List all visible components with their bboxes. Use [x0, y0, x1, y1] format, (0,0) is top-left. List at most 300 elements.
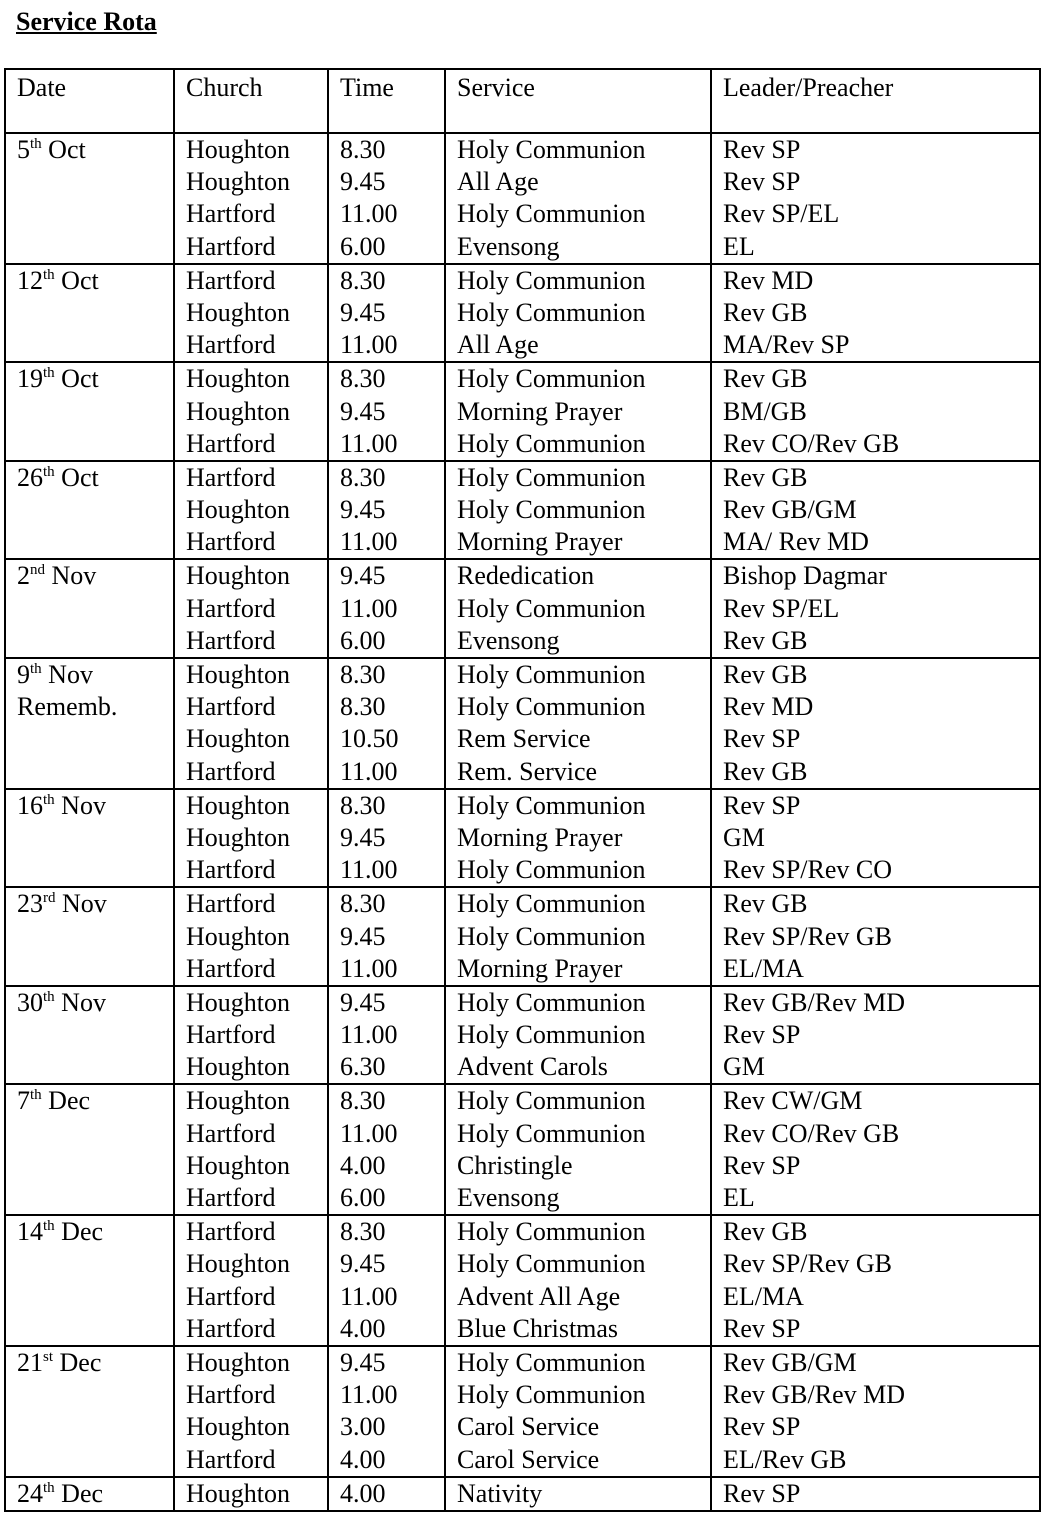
service-cell — [445, 264, 711, 363]
church-entry: Houghton — [186, 1249, 290, 1279]
time-cell — [328, 789, 445, 888]
time-entry: 8.30 — [340, 265, 386, 295]
date-ordinal-suffix: th — [43, 1479, 55, 1496]
time-entry: 8.30 — [340, 462, 386, 492]
church-cell — [174, 789, 328, 888]
date-month: Dec — [61, 1217, 104, 1247]
date-note: Rememb. — [17, 692, 118, 722]
time-cell — [328, 461, 445, 560]
church-entry: Houghton — [186, 1347, 290, 1377]
service-entry: Holy Communion — [457, 462, 646, 492]
church-cell — [174, 1346, 328, 1477]
church-cell — [174, 1215, 328, 1346]
church-entry: Houghton — [186, 1052, 290, 1082]
time-entry: 11.00 — [340, 593, 398, 623]
date-day: 19 — [17, 364, 43, 394]
service-entry: Holy Communion — [457, 889, 646, 919]
service-entry: Holy Communion — [457, 1086, 646, 1116]
leader-cell — [711, 658, 1040, 789]
date-ordinal-suffix: th — [43, 266, 55, 283]
time-entry: 11.00 — [340, 953, 398, 983]
service-cell — [445, 1346, 711, 1477]
time-cell — [328, 1477, 445, 1511]
church-cell — [174, 1477, 328, 1511]
time-entry: 6.00 — [340, 625, 386, 655]
leader-entry: MA/Rev SP — [723, 330, 850, 360]
service-entry: Blue Christmas — [457, 1313, 619, 1343]
church-entry: Hartford — [186, 1313, 276, 1343]
church-entry: Houghton — [186, 396, 290, 426]
leader-entry: GM — [723, 822, 765, 852]
church-cell — [174, 362, 328, 461]
date-cell — [5, 264, 174, 363]
column-header-service: Service — [445, 69, 711, 133]
time-cell — [328, 887, 445, 986]
church-entry: Hartford — [186, 1020, 276, 1050]
date-day: 5 — [17, 135, 30, 164]
time-entry: 8.30 — [340, 135, 386, 164]
church-entry: Hartford — [186, 953, 276, 983]
date-ordinal-suffix: th — [43, 1218, 55, 1235]
date-ordinal-suffix: th — [43, 365, 55, 382]
church-entry: Hartford — [186, 1118, 276, 1148]
church-entry: Hartford — [186, 428, 276, 458]
church-entry: Houghton — [186, 660, 290, 689]
leader-entry: MA/ Rev MD — [723, 527, 869, 557]
date-ordinal-suffix: th — [43, 791, 55, 808]
leader-entry: Rev SP/EL — [723, 593, 840, 623]
time-entry: 4.00 — [340, 1478, 386, 1508]
leader-cell — [711, 133, 1040, 264]
time-entry: 8.30 — [340, 692, 386, 722]
header-row — [5, 69, 1040, 133]
leader-entry: EL — [723, 231, 755, 261]
leader-entry: Rev CW/GM — [723, 1086, 863, 1116]
service-cell — [445, 789, 711, 888]
date-group-row — [5, 264, 1040, 363]
church-entry: Hartford — [186, 1217, 276, 1247]
date-label — [17, 1216, 173, 1248]
date-cell — [5, 133, 174, 264]
church-entry: Hartford — [186, 692, 276, 722]
date-label — [17, 790, 173, 822]
church-entry: Houghton — [186, 297, 290, 327]
date-day: 30 — [17, 987, 43, 1017]
date-month: Oct — [61, 265, 99, 295]
leader-entry: Rev SP — [723, 1478, 801, 1508]
time-cell — [328, 658, 445, 789]
leader-entry: Rev CO/Rev GB — [723, 428, 900, 458]
date-ordinal-suffix: th — [43, 463, 55, 480]
leader-cell — [711, 1215, 1040, 1346]
date-ordinal-suffix: th — [30, 661, 42, 677]
service-entry: Rededication — [457, 561, 595, 591]
service-cell — [445, 559, 711, 658]
church-cell — [174, 461, 328, 560]
church-entry: Hartford — [186, 199, 276, 229]
church-entry: Hartford — [186, 1444, 276, 1474]
leader-entry: Rev SP/Rev GB — [723, 921, 893, 951]
leader-entry: Rev GB — [723, 364, 808, 394]
leader-entry: Rev GB/Rev MD — [723, 987, 905, 1017]
service-entry: Morning Prayer — [457, 527, 623, 557]
rota-body — [5, 133, 1040, 1511]
leader-entry: Rev SP/Rev GB — [723, 1249, 893, 1279]
church-entry: Houghton — [186, 561, 290, 591]
time-cell — [328, 1346, 445, 1477]
church-entry: Hartford — [186, 527, 276, 557]
service-entry: Christingle — [457, 1150, 573, 1180]
church-entry: Houghton — [186, 921, 290, 951]
leader-entry: Rev SP — [723, 1020, 801, 1050]
time-entry: 4.00 — [340, 1313, 386, 1343]
time-entry: 4.00 — [340, 1150, 386, 1180]
time-entry: 9.45 — [340, 396, 386, 426]
leader-entry: Rev MD — [723, 692, 814, 722]
service-entry: Holy Communion — [457, 297, 646, 327]
leader-entry: Rev SP — [723, 135, 801, 164]
date-label — [17, 560, 173, 592]
church-entry: Hartford — [186, 889, 276, 919]
church-entry: Houghton — [186, 1478, 290, 1508]
date-cell — [5, 1346, 174, 1477]
time-entry: 6.30 — [340, 1052, 386, 1082]
service-cell — [445, 1215, 711, 1346]
service-entry: Holy Communion — [457, 1118, 646, 1148]
date-month: Nov — [51, 561, 97, 591]
date-label — [17, 265, 173, 297]
church-entry: Hartford — [186, 593, 276, 623]
time-entry: 8.30 — [340, 889, 386, 919]
time-entry: 8.30 — [340, 660, 386, 689]
date-month: Nov — [61, 790, 106, 820]
church-entry: Hartford — [186, 1183, 276, 1212]
service-entry: Holy Communion — [457, 987, 646, 1017]
date-group-row — [5, 1215, 1040, 1346]
date-label — [17, 134, 173, 166]
date-ordinal-suffix: th — [43, 988, 55, 1005]
service-entry: Holy Communion — [457, 1217, 646, 1247]
time-entry: 9.45 — [340, 167, 386, 197]
church-entry: Hartford — [186, 330, 276, 360]
date-month: Oct — [61, 364, 99, 394]
time-entry: 9.45 — [340, 987, 386, 1017]
church-entry: Houghton — [186, 790, 290, 820]
time-entry: 9.45 — [340, 921, 386, 951]
leader-cell — [711, 887, 1040, 986]
church-entry: Hartford — [186, 1380, 276, 1410]
date-group-row — [5, 789, 1040, 888]
date-month: Dec — [61, 1478, 104, 1508]
time-entry: 9.45 — [340, 561, 386, 591]
date-day: 16 — [17, 790, 43, 820]
time-entry: 9.45 — [340, 1347, 386, 1377]
service-entry: All Age — [457, 330, 539, 360]
church-entry: Houghton — [186, 822, 290, 852]
time-cell — [328, 1215, 445, 1346]
church-entry: Houghton — [186, 1086, 290, 1116]
service-cell — [445, 986, 711, 1085]
date-group-row — [5, 658, 1040, 789]
date-day: 9 — [17, 660, 30, 689]
church-entry: Hartford — [186, 462, 276, 492]
date-month: Nov — [48, 660, 93, 689]
church-cell — [174, 1084, 328, 1215]
church-entry: Hartford — [186, 625, 276, 655]
service-entry: Evensong — [457, 231, 560, 261]
service-entry: Evensong — [457, 1183, 560, 1212]
service-entry: Holy Communion — [457, 1020, 646, 1050]
service-entry: Rem Service — [457, 724, 591, 754]
date-label — [17, 363, 173, 395]
date-label — [17, 1478, 173, 1510]
leader-entry: Rev SP/EL — [723, 199, 840, 229]
date-cell — [5, 658, 174, 789]
date-day: 14 — [17, 1217, 43, 1247]
church-cell — [174, 658, 328, 789]
date-cell — [5, 789, 174, 888]
leader-cell — [711, 461, 1040, 560]
date-group-row — [5, 986, 1040, 1085]
church-entry: Houghton — [186, 495, 290, 525]
time-entry: 10.50 — [340, 724, 399, 754]
leader-entry: Rev SP — [723, 1150, 801, 1180]
time-entry: 11.00 — [340, 1118, 398, 1148]
service-entry: Carol Service — [457, 1444, 600, 1474]
date-group-row — [5, 1084, 1040, 1215]
date-cell — [5, 887, 174, 986]
time-entry: 11.00 — [340, 527, 398, 557]
church-entry: Houghton — [186, 167, 290, 197]
date-group-row — [5, 1477, 1040, 1511]
date-month: Dec — [59, 1347, 102, 1377]
leader-entry: Rev SP — [723, 167, 801, 197]
service-entry: Holy Communion — [457, 1249, 646, 1279]
leader-entry: Rev CO/Rev GB — [723, 1118, 900, 1148]
date-cell — [5, 1084, 174, 1215]
leader-cell — [711, 1346, 1040, 1477]
service-cell — [445, 362, 711, 461]
time-entry: 11.00 — [340, 855, 398, 885]
date-cell — [5, 1215, 174, 1346]
date-day: 26 — [17, 462, 43, 492]
leader-entry: Rev GB — [723, 1217, 808, 1247]
service-entry: Carol Service — [457, 1412, 600, 1442]
leader-entry: Rev GB — [723, 756, 808, 786]
time-entry: 3.00 — [340, 1412, 386, 1442]
time-entry: 8.30 — [340, 364, 386, 394]
date-group-row — [5, 887, 1040, 986]
church-entry: Houghton — [186, 364, 290, 394]
church-entry: Hartford — [186, 231, 276, 261]
church-entry: Houghton — [186, 1412, 290, 1442]
date-month: Oct — [61, 462, 99, 492]
date-group-row — [5, 559, 1040, 658]
time-cell — [328, 133, 445, 264]
service-cell — [445, 1477, 711, 1511]
church-cell — [174, 133, 328, 264]
date-group-row — [5, 461, 1040, 560]
time-cell — [328, 362, 445, 461]
time-entry: 11.00 — [340, 1020, 398, 1050]
leader-entry: EL/MA — [723, 953, 804, 983]
leader-entry: Rev SP/Rev CO — [723, 855, 893, 885]
date-group-row — [5, 133, 1040, 264]
time-entry: 9.45 — [340, 297, 386, 327]
service-cell — [445, 658, 711, 789]
service-cell — [445, 133, 711, 264]
column-header-time: Time — [328, 69, 445, 133]
leader-entry: BM/GB — [723, 396, 807, 426]
service-entry: Holy Communion — [457, 1380, 646, 1410]
service-entry: Holy Communion — [457, 135, 646, 164]
leader-entry: Rev MD — [723, 265, 814, 295]
time-entry: 4.00 — [340, 1444, 386, 1474]
date-month: Nov — [61, 987, 106, 1017]
time-entry: 11.00 — [340, 428, 398, 458]
date-month: Nov — [62, 889, 107, 919]
time-entry: 11.00 — [340, 330, 398, 360]
service-entry: Holy Communion — [457, 855, 646, 885]
date-cell — [5, 986, 174, 1085]
date-day: 23 — [17, 889, 43, 919]
date-ordinal-suffix: th — [30, 136, 42, 152]
column-header-church: Church — [174, 69, 328, 133]
church-entry: Houghton — [186, 135, 290, 164]
church-cell — [174, 887, 328, 986]
time-cell — [328, 264, 445, 363]
time-cell — [328, 986, 445, 1085]
church-entry: Houghton — [186, 1150, 290, 1180]
service-cell — [445, 461, 711, 560]
date-label — [17, 987, 173, 1019]
church-entry: Hartford — [186, 855, 276, 885]
church-entry: Hartford — [186, 756, 276, 786]
service-entry: Holy Communion — [457, 921, 646, 951]
service-entry: Evensong — [457, 625, 560, 655]
leader-entry: EL/Rev GB — [723, 1444, 847, 1474]
date-day: 24 — [17, 1478, 43, 1508]
service-entry: Morning Prayer — [457, 953, 623, 983]
date-ordinal-suffix: rd — [43, 890, 56, 907]
leader-entry: Rev GB/GM — [723, 495, 857, 525]
column-header-date: Date — [5, 69, 174, 133]
service-entry: All Age — [457, 167, 539, 197]
time-entry: 8.30 — [340, 1086, 386, 1116]
service-entry: Holy Communion — [457, 593, 646, 623]
service-entry: Nativity — [457, 1478, 543, 1508]
time-entry: 9.45 — [340, 1249, 386, 1279]
service-entry: Holy Communion — [457, 660, 646, 689]
leader-entry: Rev GB — [723, 889, 808, 919]
leader-cell — [711, 1477, 1040, 1511]
service-entry: Holy Communion — [457, 1347, 646, 1377]
church-cell — [174, 986, 328, 1085]
service-rota-table — [4, 68, 1041, 1512]
leader-entry: Rev SP — [723, 790, 801, 820]
service-entry: Advent All Age — [457, 1281, 621, 1311]
leader-cell — [711, 789, 1040, 888]
leader-entry: GM — [723, 1052, 765, 1082]
church-entry: Houghton — [186, 987, 290, 1017]
service-entry: Morning Prayer — [457, 822, 623, 852]
date-cell — [5, 559, 174, 658]
service-entry: Holy Communion — [457, 265, 646, 295]
column-header-leader: Leader/Preacher — [711, 69, 1040, 133]
leader-cell — [711, 986, 1040, 1085]
date-cell — [5, 461, 174, 560]
date-label — [17, 462, 173, 494]
date-ordinal-suffix: th — [30, 1087, 42, 1104]
leader-entry: Rev GB — [723, 660, 808, 689]
leader-entry: Rev SP — [723, 1313, 801, 1343]
date-label — [17, 888, 173, 920]
time-entry: 8.30 — [340, 1217, 386, 1247]
time-cell — [328, 1084, 445, 1215]
date-cell — [5, 362, 174, 461]
leader-entry: Rev GB — [723, 462, 808, 492]
date-label — [17, 1347, 173, 1379]
leader-entry: Rev GB/GM — [723, 1347, 857, 1377]
service-entry: Morning Prayer — [457, 396, 623, 426]
date-month: Oct — [48, 135, 86, 164]
leader-entry: Rev GB — [723, 625, 808, 655]
leader-cell — [711, 264, 1040, 363]
date-ordinal-suffix: st — [43, 1348, 54, 1365]
church-entry: Houghton — [186, 724, 290, 754]
time-entry: 11.00 — [340, 199, 398, 229]
leader-cell — [711, 559, 1040, 658]
leader-entry: Rev SP — [723, 724, 801, 754]
date-day: 2 — [17, 561, 30, 591]
date-cell — [5, 1477, 174, 1511]
time-entry: 11.00 — [340, 756, 398, 786]
leader-entry: Rev SP — [723, 1412, 801, 1442]
service-entry: Holy Communion — [457, 692, 646, 722]
date-group-row — [5, 1346, 1040, 1477]
service-entry: Rem. Service — [457, 756, 598, 786]
church-entry: Hartford — [186, 1281, 276, 1311]
leader-entry: EL — [723, 1183, 755, 1212]
time-cell — [328, 559, 445, 658]
leader-cell — [711, 1084, 1040, 1215]
service-cell — [445, 1084, 711, 1215]
service-entry: Holy Communion — [457, 495, 646, 525]
time-entry: 6.00 — [340, 231, 386, 261]
church-cell — [174, 559, 328, 658]
time-entry: 6.00 — [340, 1183, 386, 1212]
date-day: 21 — [17, 1347, 43, 1377]
service-entry: Advent Carols — [457, 1052, 608, 1082]
time-entry: 11.00 — [340, 1281, 398, 1311]
service-cell — [445, 887, 711, 986]
service-entry: Holy Communion — [457, 790, 646, 820]
date-label — [17, 659, 173, 691]
date-group-row — [5, 362, 1040, 461]
date-day: 7 — [17, 1086, 30, 1116]
date-month: Dec — [48, 1086, 91, 1116]
time-entry: 11.00 — [340, 1380, 398, 1410]
church-entry: Hartford — [186, 265, 276, 295]
leader-entry: Rev GB/Rev MD — [723, 1380, 905, 1410]
date-ordinal-suffix: nd — [30, 562, 45, 579]
service-entry: Holy Communion — [457, 428, 646, 458]
service-entry: Holy Communion — [457, 364, 646, 394]
date-day: 12 — [17, 265, 43, 295]
leader-entry: Rev GB — [723, 297, 808, 327]
church-cell — [174, 264, 328, 363]
service-entry: Holy Communion — [457, 199, 646, 229]
